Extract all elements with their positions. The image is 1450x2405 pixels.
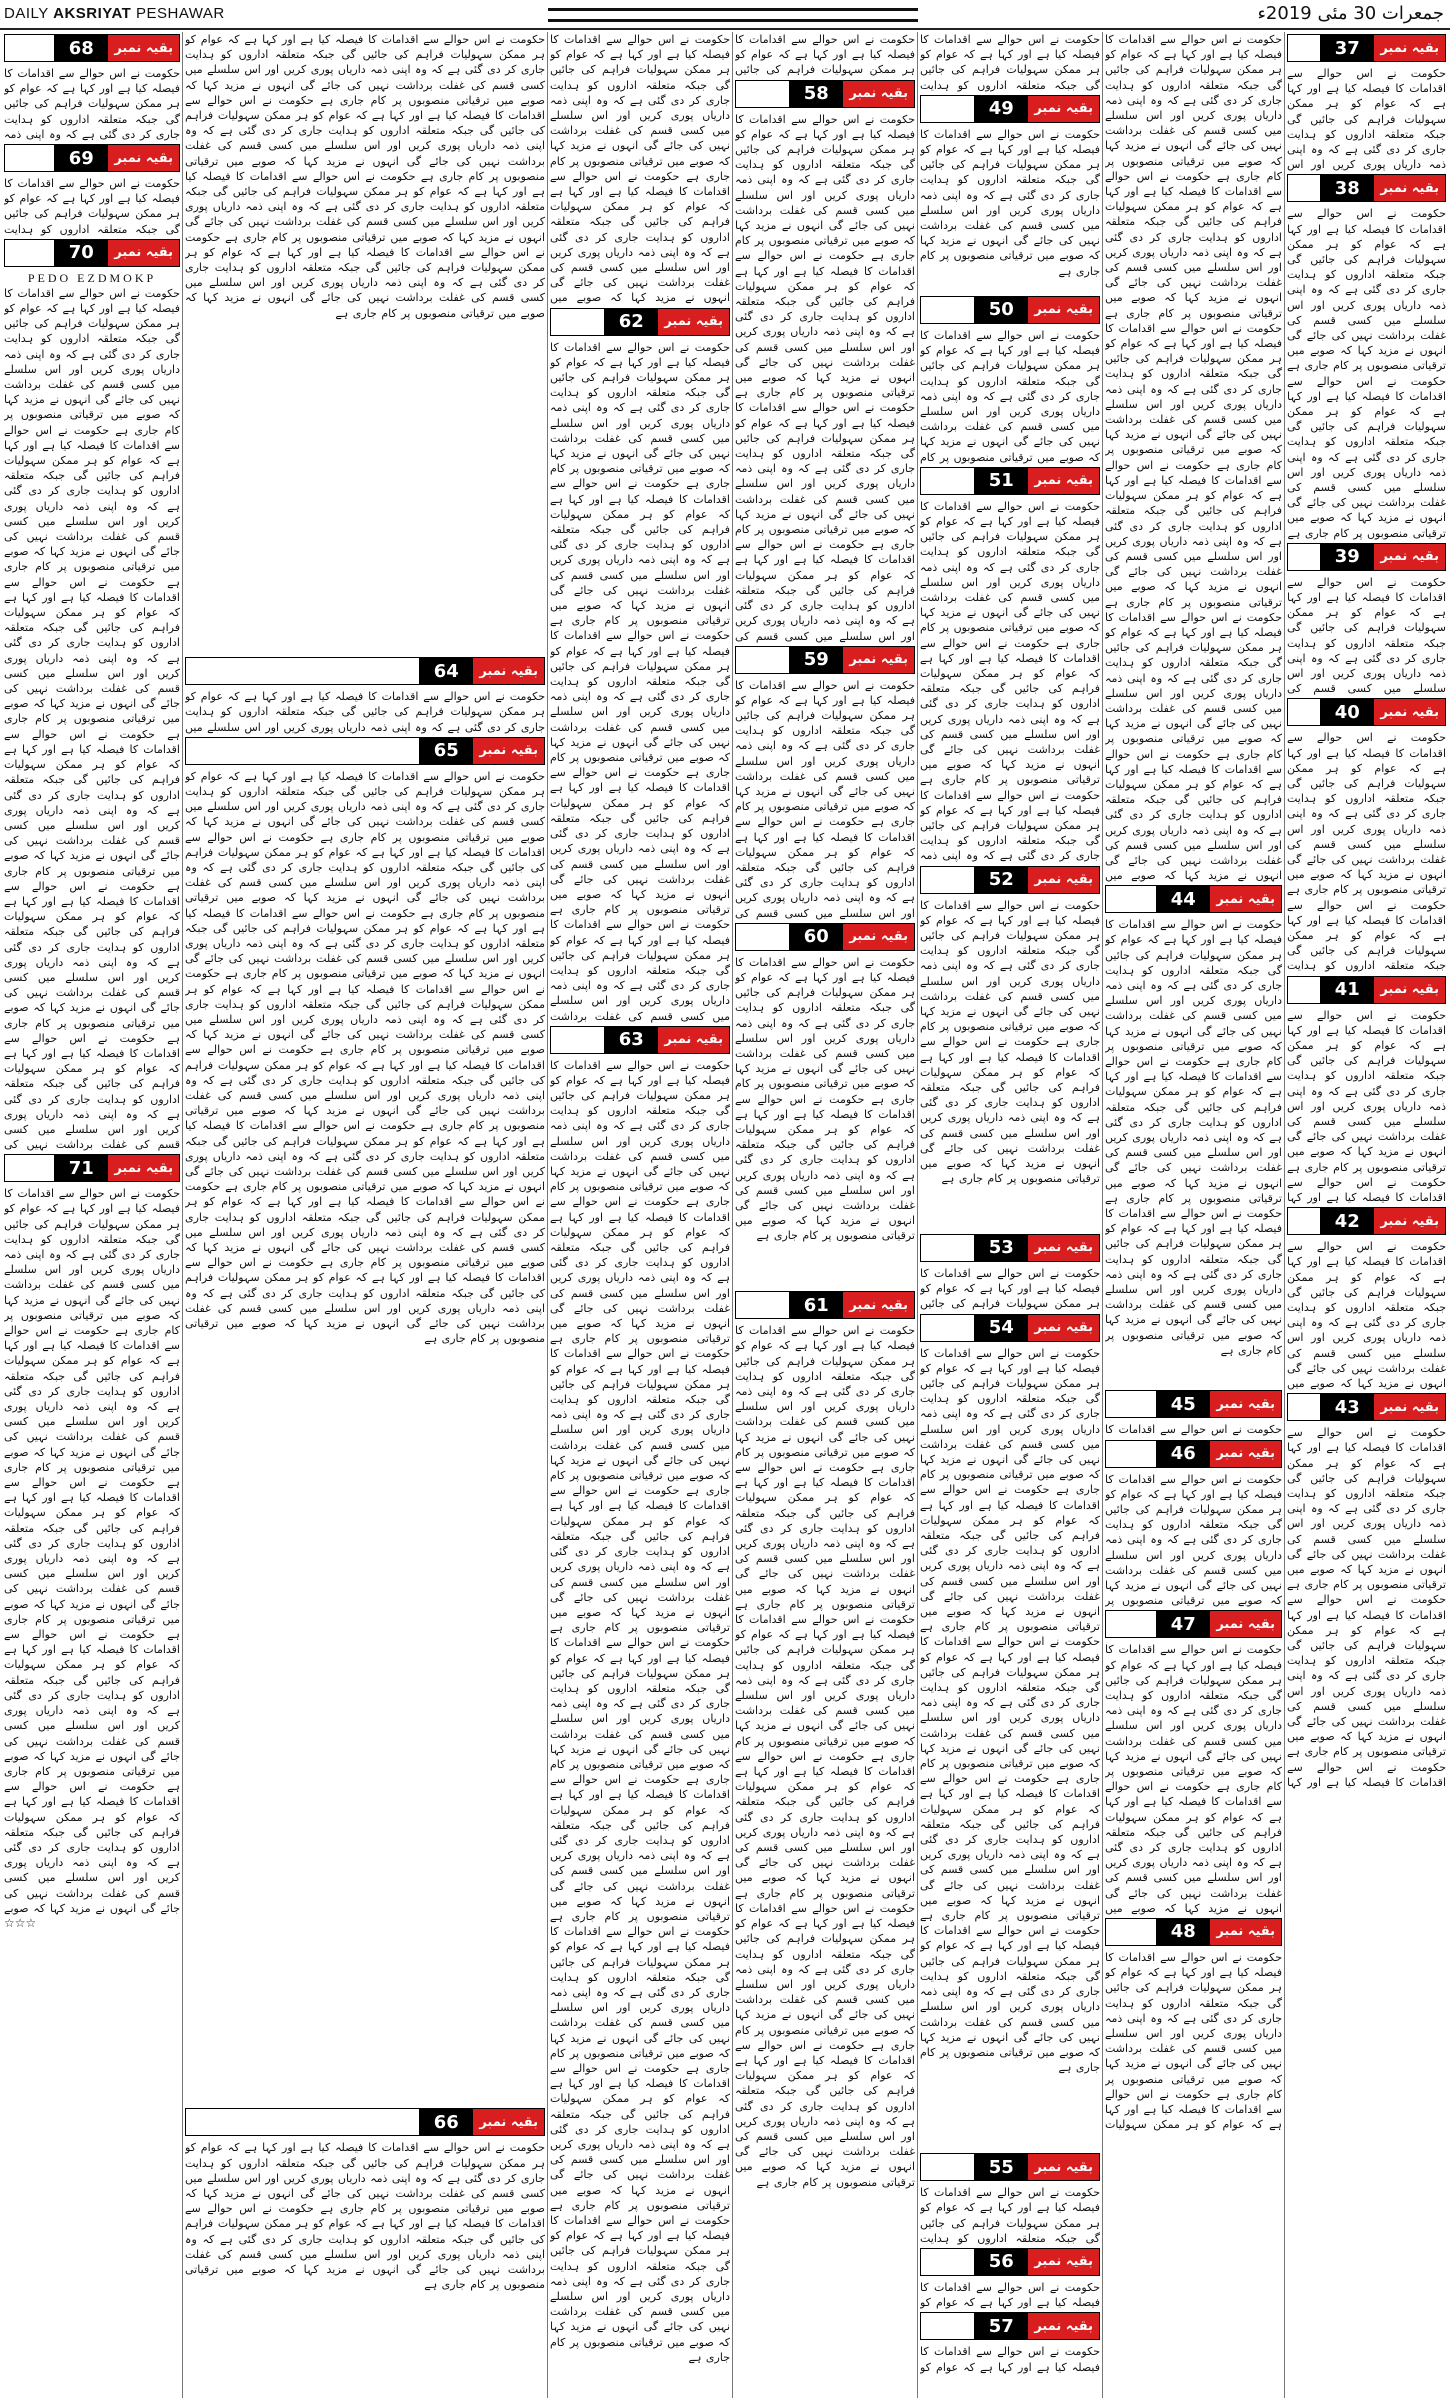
continuation-number: 50 <box>974 297 1028 323</box>
continuation-tag: بقیہ نمبر <box>1374 977 1445 1003</box>
continuation-number: 40 <box>1320 699 1374 725</box>
continuation-number: 60 <box>789 924 843 950</box>
article-text: حکومت نے اس حوالے سے اقدامات کا فیصلہ کیا ہے اور کہا ہے کہ عوام کو ہر ممکن سہولیات فراہم کی جائیں گی جبکہ متعلقہ اداروں کو ہدایت جاری کر دی گئی ہے کہ وہ اپنی ذمہ داریاں پوری کریں اور اس <box>1287 67 1446 172</box>
article-text: حکومت نے اس حوالے سے اقدامات کا فیصلہ کیا ہے اور کہا ہے کہ عوام کو ہر ممکن سہولیات فراہم کی جائیں گی جبکہ متعلقہ اداروں کو ہدایت جاری کر دی گئی ہے کہ وہ اپنی ذمہ داریاں پوری کریں اور اس سلسلے میں کسی قسم کی غفلت برداشت نہیں کی جائے گی انہوں نے مزید کہا کہ صوبے میں ترقیاتی منصوبوں پر <box>1105 1472 1282 1608</box>
continuation-tag: بقیہ نمبر <box>1374 1394 1445 1420</box>
continuation-block-47 <box>1105 1610 1282 1916</box>
continuation-tag: بقیہ نمبر <box>1374 175 1445 201</box>
continuation-text <box>185 32 545 655</box>
article-text: حکومت نے اس حوالے سے اقدامات کا فیصلہ کیا ہے اور کہا ہے کہ عوام کو ہر ممکن سہولیات فراہم کی جائیں گی جبکہ متعلقہ اداروں کو ہدایت جاری کر دی گئی ہے کہ وہ اپنی ذمہ داریاں پوری کریں اور اس سلسلے میں کسی قسم کی غفلت برداشت نہیں کی جائے گی انہوں نے مزید کہا کہ صوبے میں ترقیاتی منصوبوں پر کام جاری ہے <box>920 127 1100 278</box>
continuation-tag: بقیہ نمبر <box>1028 96 1099 122</box>
continuation-block-58 <box>735 80 915 644</box>
continuation-header <box>1105 1918 1282 1946</box>
continuation-header <box>1287 698 1446 726</box>
column-divider <box>1284 32 1285 2398</box>
article-text: حکومت نے اس حوالے سے اقدامات کا فیصلہ کیا ہے اور کہا ہے کہ عوام کو ہر ممکن سہولیات فراہم کی جائیں گی جبکہ متعلقہ اداروں کو ہدایت جاری کر دی گئی ہے کہ وہ اپنی ذمہ داریاں پوری کریں اور اس سلسلے میں کسی قسم کی غفلت برداشت نہیں کی جائے گی انہوں نے مزید کہا کہ صوبے میں ترقیاتی منصوبوں پر کام جاری ہے حکومت نے اس حوالے سے اقدامات کا فیصلہ کیا ہے اور کہا ہے کہ عوام کو ہر ممکن سہولیات فراہم کی جائیں گی جبکہ متعلقہ اداروں کو ہدایت جاری کر دی گئی ہے کہ وہ اپنی ذمہ داریاں پوری کریں اور اس سلسلے میں کسی قسم کی غفلت برداشت نہیں کی جائے گی انہوں نے مزید کہا کہ صوبے میں ترقیاتی منصوبوں پر کام جاری ہے <box>920 898 1100 1186</box>
continuation-number: 59 <box>789 647 843 673</box>
continuation-number: 51 <box>974 468 1028 494</box>
news-column-7 <box>4 32 180 2398</box>
continuation-tag: بقیہ نمبر <box>108 240 179 266</box>
continuation-block-64 <box>185 657 545 735</box>
continuation-header <box>920 1234 1100 1262</box>
continuation-number: 55 <box>974 2154 1028 2180</box>
continuation-number: 63 <box>604 1027 658 1053</box>
continuation-block-69 <box>4 144 180 237</box>
continuation-block-43 <box>1287 1393 1446 1790</box>
continuation-number: 53 <box>974 1235 1028 1261</box>
article-text: حکومت نے اس حوالے سے اقدامات کا فیصلہ کیا ہے اور کہا ہے کہ عوام کو ہر ممکن سہولیات فراہم کی جائیں گی جبکہ متعلقہ اداروں کو ہدایت جاری کر دی گئی ہے کہ وہ اپنی ذمہ داریاں پوری کریں اور اس سلسلے میں کسی قسم کی غفلت برداشت نہیں کی جائے گی انہوں نے مزید کہا کہ صوبے میں ترقیاتی منصوبوں پر کام جاری ہے حکومت نے اس حوالے سے اقدامات کا فیصلہ کیا ہے اور کہا <box>1287 1008 1446 1204</box>
continuation-block-45 <box>1105 1390 1282 1437</box>
continuation-tag: بقیہ نمبر <box>473 2109 544 2135</box>
column-divider <box>732 32 733 2398</box>
continuation-number: 69 <box>54 145 108 171</box>
article-text: حکومت نے اس حوالے سے اقدامات کا فیصلہ کیا ہے اور کہا ہے کہ عوام کو <box>920 2280 1100 2310</box>
article-text: حکومت نے اس حوالے سے اقدامات کا فیصلہ کیا ہے اور کہا ہے کہ عوام کو <box>920 2345 1100 2374</box>
continuation-header <box>735 646 915 674</box>
continuation-tag: بقیہ نمبر <box>658 1027 729 1053</box>
continuation-number: 49 <box>974 96 1028 122</box>
continuation-number: 65 <box>419 738 473 764</box>
continuation-tag: بقیہ نمبر <box>1210 1391 1281 1417</box>
continuation-block-66 <box>185 2108 545 2398</box>
continuation-header <box>1105 1440 1282 1468</box>
continuation-header <box>4 239 180 267</box>
continuation-block-56 <box>920 2248 1100 2310</box>
continuation-number: 39 <box>1320 544 1374 570</box>
masthead-rule <box>548 8 918 22</box>
article-text: حکومت نے اس حوالے سے اقدامات کا <box>1105 1423 1282 1437</box>
continuation-header <box>1105 885 1282 913</box>
continuation-number: 62 <box>604 309 658 335</box>
masthead-daily: DAILY <box>4 5 49 22</box>
continuation-header <box>550 1026 730 1054</box>
continuation-tag: بقیہ نمبر <box>108 145 179 171</box>
continuation-block-41 <box>1287 976 1446 1206</box>
continuation-tag: بقیہ نمبر <box>1210 1441 1281 1467</box>
continuation-tag: بقیہ نمبر <box>843 81 914 107</box>
paper-name <box>4 5 225 22</box>
continuation-block-65 <box>185 737 545 2107</box>
continuation-header <box>4 144 180 172</box>
continuation-tag: بقیہ نمبر <box>1210 886 1281 912</box>
article-text: حکومت نے اس حوالے سے اقدامات کا فیصلہ کیا ہے اور کہا ہے کہ عوام کو ہر ممکن سہولیات فراہم کی جائیں گی جبکہ متعلقہ اداروں کو ہدایت جاری کر دی گئی ہے کہ وہ اپنی ذمہ داریاں پوری کریں اور اس سلسلے میں کسی قسم کی غفلت برداشت نہیں کی جائے گی انہوں نے مزید کہا کہ صوبے میں ترقیاتی منصوبوں پر کام جاری ہے حکومت نے اس حوالے سے اقدامات کا فیصلہ کیا ہے اور کہا ہے کہ عوام کو ہر ممکن سہولیات فراہم کی جائیں گی جبکہ متعلقہ اداروں کو ہدایت جاری کر دی گئی ہے کہ وہ اپنی ذمہ داریاں پوری کریں اور اس سلسلے میں کسی قسم کی غفلت برداشت نہیں کی جائے گی انہوں نے مزید کہا کہ صوبے میں ترقیاتی منصوبوں پر کام جاری ہے حکومت نے اس حوالے سے اقدامات کا فیصلہ کیا ہے اور کہا ہے کہ عوام کو ہر ممکن سہولیات فراہم کی جائیں گی جبکہ متعلقہ اداروں کو ہدایت جاری کر دی گئی ہے کہ وہ اپنی ذمہ داریاں پوری کریں اور اس سلسلے میں کسی قسم کی غفلت برداشت نہیں کی جائے گی انہوں نے مزید کہا کہ صوبے میں ترقیاتی منصوبوں پر کام جاری ہے حکومت نے اس حوالے سے اقدامات کا فیصلہ کیا ہے اور کہا ہے کہ عوام کو ہر ممکن سہولیات فراہم کی جائیں گی جبکہ متعلقہ اداروں کو ہدایت جاری کر دی گئی ہے کہ وہ اپنی ذمہ داریاں پوری کریں اور اس سلسلے میں کسی قسم کی غفلت برداشت نہیں کی جائے گی انہوں نے مزید کہا کہ صوبے میں ترقیاتی منصوبوں پر کام جاری ہے حکومت نے اس حوالے سے اقدامات کا فیصلہ کیا ہے اور کہا ہے کہ عوام کو ہر ممکن سہولیات فراہم کی جائیں گی جبکہ متعلقہ اداروں کو ہدایت جاری کر دی گئی ہے کہ وہ اپنی ذمہ داریاں پوری کریں اور اس سلسلے میں کسی قسم کی غفلت برداشت نہیں کی جائے گی انہوں نے مزید کہا کہ صوبے <box>4 1187 180 1915</box>
continuation-block-38 <box>1287 174 1446 540</box>
article-text: حکومت نے اس حوالے سے اقدامات کا فیصلہ کیا ہے اور کہا ہے کہ عوام کو ہر ممکن سہولیات فراہم کی جائیں گی جبکہ متعلقہ اداروں کو ہدایت جاری کر دی گئی ہے کہ وہ اپنی ذمہ داریاں پوری کریں اور اس سلسلے میں کسی قسم کی غفلت برداشت نہیں کی جائے گی انہوں نے مزید کہا کہ صوبے میں ترقیاتی منصوبوں پر کام <box>920 328 1100 464</box>
continuation-number: 41 <box>1320 977 1374 1003</box>
article-text: حکومت نے اس حوالے سے اقدامات کا فیصلہ کیا ہے اور کہا ہے کہ عوام کو ہر ممکن سہولیات فراہم کی جائیں گی جبکہ متعلقہ اداروں کو ہدایت جاری کر دی گئی ہے کہ وہ اپنی ذمہ داریاں پوری کریں اور اس سلسلے میں کسی قسم کی غفلت برداشت نہیں کی جائے گی انہوں نے مزید کہا کہ صوبے میں ترقیاتی منصوبوں پر کام جاری ہے حکومت نے اس حوالے سے اقدامات کا فیصلہ کیا ہے اور کہا ہے کہ عوام کو ہر ممکن سہولیات فراہم کی جائیں گی جبکہ متعلقہ اداروں کو ہدایت <box>1287 731 1446 973</box>
article-text: حکومت نے اس حوالے سے اقدامات کا فیصلہ کیا ہے اور کہا ہے کہ عوام کو ہر ممکن سہولیات فراہم کی جائیں گی جبکہ متعلقہ اداروں کو ہدایت جاری کر دی گئی ہے کہ وہ اپنی ذمہ داریاں پوری کریں اور اس سلسلے میں کسی قسم کی غفلت برداشت نہیں کی جائے گی انہوں نے مزید کہا کہ صوبے میں ترقیاتی منصوبوں پر کام جاری ہے حکومت نے اس حوالے سے اقدامات کا فیصلہ کیا ہے اور کہا ہے کہ عوام کو ہر ممکن سہولیات فراہم کی جائیں گی جبکہ متعلقہ اداروں کو ہدایت جاری کر دی گئی ہے کہ وہ اپنی ذمہ داریاں پوری کریں اور اس سلسلے میں کسی قسم کی غفلت برداشت نہیں کی جائے گی انہوں نے مزید کہا کہ صوبے میں ترقیاتی منصوبوں پر کام جاری ہے حکومت نے اس حوالے سے اقدامات کا فیصلہ کیا ہے اور کہا ہے کہ عوام کو ہر ممکن سہولیات فراہم کی جائیں گی جبکہ متعلقہ اداروں کو ہدایت جاری کر دی گئی ہے کہ وہ اپنی ذمہ داریاں پوری کریں اور اس سلسلے میں کسی قسم کی غفلت برداشت نہیں کی جائے گی انہوں نے مزید کہا کہ صوبے میں ترقیاتی منصوبوں پر کام جاری ہے حکومت نے اس حوالے سے اقدامات کا فیصلہ کیا ہے اور کہا ہے کہ عوام کو ہر ممکن سہولیات فراہم کی جائیں گی جبکہ متعلقہ اداروں کو ہدایت جاری کر دی گئی ہے کہ وہ اپنی ذمہ داریاں پوری کریں اور اس سلسلے میں کسی قسم کی غفلت برداشت نہیں کی جائے گی انہوں نے مزید کہا کہ صوبے میں ترقیاتی منصوبوں پر کام جاری ہے حکومت نے اس حوالے سے اقدامات کا فیصلہ کیا ہے اور کہا ہے کہ عوام کو ہر ممکن سہولیات فراہم کی جائیں گی جبکہ متعلقہ اداروں کو ہدایت جاری کر دی گئی ہے کہ وہ اپنی ذمہ داریاں پوری کریں اور اس سلسلے میں کسی قسم کی غفلت برداشت نہیں کی جائے گی انہوں نے مزید کہا کہ صوبے میں ترقیاتی منصوبوں پر کام جاری ہے حکومت نے اس حوالے سے اقدامات کا فیصلہ کیا ہے اور کہا ہے کہ عوام کو ہر ممکن سہولیات فراہم کی جائیں گی جبکہ متعلقہ اداروں کو ہدایت جاری کر دی گئی ہے کہ وہ اپنی ذمہ داریاں پوری کریں اور اس سلسلے میں کسی قسم کی غفلت برداشت نہیں کی <box>4 286 180 1152</box>
continuation-header <box>735 1291 915 1319</box>
news-column-1 <box>1287 32 1446 2398</box>
continuation-block-46 <box>1105 1440 1282 1609</box>
continuation-header <box>1287 543 1446 571</box>
continuation-number: 54 <box>974 1315 1028 1341</box>
column-divider <box>182 32 183 2398</box>
continuation-text <box>1105 32 1282 883</box>
continuation-number: 42 <box>1320 1208 1374 1234</box>
continuation-header <box>185 2108 545 2136</box>
continuation-tag: بقیہ نمبر <box>1028 1315 1099 1341</box>
article-text: حکومت نے اس حوالے سے اقدامات کا فیصلہ کیا ہے اور کہا ہے کہ عوام کو ہر ممکن سہولیات فراہم کی جائیں گی جبکہ متعلقہ اداروں کو ہدایت جاری کر دی گئی ہے کہ وہ اپنی ذمہ داریاں پوری کریں اور اس سلسلے میں کسی قسم کی غفلت برداشت نہیں کی جائے گی انہوں نے مزید کہا کہ صوبے میں ترقیاتی منصوبوں پر کام جاری ہے حکومت نے اس حوالے سے اقدامات کا فیصلہ کیا ہے اور کہا ہے کہ عوام کو ہر ممکن سہولیات فراہم کی جائیں گی جبکہ متعلقہ اداروں کو ہدایت جاری کر دی گئی ہے کہ وہ اپنی ذمہ داریاں پوری کریں اور اس سلسلے میں کسی قسم کی غفلت برداشت نہیں کی جائے گی انہوں نے مزید کہا کہ صوبے میں ترقیاتی منصوبوں پر کام جاری ہے حکومت نے اس حوالے سے اقدامات کا فیصلہ کیا ہے اور کہا ہے کہ عوام کو ہر ممکن سہولیات فراہم کی جائیں گی جبکہ متعلقہ اداروں کو ہدایت جاری کر دی گئی ہے کہ وہ اپنی ذمہ داریاں پوری کریں اور اس سلسلے میں کسی قسم کی غفلت برداشت نہیں کی جائے گی انہوں نے مزید کہا کہ صوبے میں ترقیاتی منصوبوں پر کام جاری ہے حکومت نے اس حوالے سے اقدامات کا فیصلہ کیا ہے اور کہا ہے کہ عوام کو ہر ممکن سہولیات فراہم کی جائیں گی جبکہ متعلقہ اداروں کو ہدایت جاری کر دی گئی ہے کہ وہ اپنی ذمہ داریاں پوری کریں اور اس سلسلے میں کسی قسم کی غفلت برداشت نہیں کی جائے گی انہوں نے مزید کہا کہ صوبے میں ترقیاتی منصوبوں پر کام جاری ہے <box>185 33 545 320</box>
continuation-number: 47 <box>1156 1611 1210 1637</box>
continuation-header <box>735 80 915 108</box>
continuation-tag: بقیہ نمبر <box>843 1292 914 1318</box>
continuation-block-55 <box>920 2153 1100 2246</box>
continuation-block-37 <box>1287 34 1446 172</box>
article-text: حکومت نے اس حوالے سے اقدامات کا فیصلہ کیا ہے اور کہا ہے کہ عوام کو ہر ممکن سہولیات فراہم کی جائیں گی جبکہ متعلقہ اداروں کو ہدایت جاری کر دی گئی ہے کہ وہ اپنی ذمہ داریاں پوری کریں اور اس سلسلے میں کسی قسم کی غفلت برداشت نہیں کی جائے گی انہوں نے مزید کہا کہ صوبے میں ترقیاتی منصوبوں پر کام جاری ہے حکومت نے اس حوالے سے اقدامات کا فیصلہ کیا ہے اور کہا ہے کہ عوام کو ہر ممکن سہولیات فراہم کی جائیں گی جبکہ متعلقہ اداروں کو ہدایت جاری کر دی گئی ہے کہ وہ اپنی ذمہ داریاں پوری کریں اور اس سلسلے میں کسی قسم کی غفلت برداشت نہیں کی جائے گی انہوں نے مزید کہا کہ صوبے میں ترقیاتی منصوبوں پر کام جاری ہے حکومت نے اس حوالے سے اقدامات کا فیصلہ کیا ہے اور کہا ہے کہ عوام کو ہر ممکن سہولیات فراہم کی جائیں گی جبکہ متعلقہ اداروں کو ہدایت جاری کر دی گئی ہے کہ وہ اپنی ذمہ داریاں پوری کریں اور اس سلسلے میں کسی قسم کی غفلت برداشت نہیں کی جائے گی انہوں نے مزید کہا کہ صوبے میں ترقیاتی منصوبوں پر کام جاری ہے <box>1105 918 1282 1357</box>
news-column-3 <box>920 32 1100 2398</box>
continuation-block-71 <box>4 1154 180 1916</box>
article-text: حکومت نے اس حوالے سے اقدامات کا فیصلہ کیا ہے اور کہا ہے کہ عوام کو ہر ممکن سہولیات فراہم کی جائیں گی جبکہ متعلقہ اداروں کو ہدایت <box>920 33 1100 92</box>
article-text: حکومت نے اس حوالے سے اقدامات کا فیصلہ کیا ہے اور کہا ہے کہ عوام کو ہر ممکن سہولیات فراہم کی جائیں گی جبکہ متعلقہ اداروں کو ہدایت <box>4 177 180 236</box>
issue-date: جمعرات 30 مئی 2019ء <box>1257 3 1444 24</box>
continuation-tag: بقیہ نمبر <box>108 35 179 61</box>
article-text: حکومت نے اس حوالے سے اقدامات کا فیصلہ کیا ہے اور کہا ہے کہ عوام کو ہر ممکن سہولیات فراہم کی جائیں <box>920 1266 1100 1311</box>
news-column-6 <box>185 32 545 2398</box>
continuation-block-51 <box>920 467 1100 864</box>
continuation-number: 66 <box>419 2109 473 2135</box>
continuation-tag: بقیہ نمبر <box>843 647 914 673</box>
article-text: حکومت نے اس حوالے سے اقدامات کا فیصلہ کیا ہے اور کہا ہے کہ عوام کو ہر ممکن سہولیات فراہم کی جائیں گی جبکہ متعلقہ اداروں کو ہدایت جاری کر دی گئی ہے کہ وہ اپنی ذمہ داریاں پوری کریں اور اس سلسلے میں کسی قسم کی غفلت برداشت نہیں کی جائے گی انہوں نے مزید کہا کہ صوبے میں ترقیاتی منصوبوں پر کام جاری ہے حکومت نے اس حوالے سے اقدامات کا فیصلہ کیا ہے اور کہا ہے کہ عوام کو ہر ممکن سہولیات فراہم کی جائیں گی جبکہ متعلقہ اداروں کو ہدایت جاری کر دی گئی ہے کہ وہ اپنی ذمہ داریاں پوری کریں اور اس سلسلے میں کسی قسم کی غفلت برداشت نہیں کی جائے گی انہوں نے مزید کہا کہ صوبے میں ترقیاتی منصوبوں پر کام جاری ہے <box>185 2141 545 2292</box>
continuation-text <box>735 32 915 78</box>
end-stars: ☆☆☆ <box>4 1915 37 1930</box>
continuation-block-59 <box>735 646 915 921</box>
continuation-number: 58 <box>789 81 843 107</box>
continuation-block-61 <box>735 1291 915 2265</box>
article-text: حکومت نے اس حوالے سے اقدامات کا فیصلہ کیا ہے اور کہا ہے کہ عوام کو ہر ممکن سہولیات فراہم کی جائیں گی جبکہ متعلقہ اداروں کو ہدایت جاری کر دی گئی ہے کہ وہ اپنی ذمہ داریاں پوری کریں اور اس سلسلے میں کسی قسم کی غفلت برداشت نہیں کی جائے گی انہوں نے مزید کہا کہ صوبے میں ترقیاتی منصوبوں پر کام جاری ہے حکومت نے اس حوالے سے اقدامات کا فیصلہ کیا ہے اور کہا ہے کہ عوام کو ہر ممکن سہولیات فراہم کی جائیں گی جبکہ متعلقہ اداروں کو ہدایت جاری کر دی گئی ہے کہ وہ اپنی ذمہ داریاں پوری کریں اور اس سلسلے میں کسی قسم کی غفلت برداشت نہیں کی جائے گی انہوں نے مزید کہا کہ صوبے میں ترقیاتی منصوبوں پر کام جاری ہے حکومت نے اس حوالے سے اقدامات کا فیصلہ کیا ہے اور کہا ہے کہ عوام کو ہر ممکن سہولیات فراہم کی جائیں گی جبکہ متعلقہ اداروں کو ہدایت جاری کر دی گئی ہے کہ وہ اپنی ذمہ داریاں پوری کریں اور اس سلسلے میں کسی قسم کی غفلت برداشت نہیں کی جائے گی انہوں نے مزید کہا کہ صوبے میں ترقیاتی منصوبوں پر کام جاری ہے حکومت نے اس حوالے سے اقدامات کا فیصلہ کیا ہے اور کہا ہے کہ عوام کو ہر ممکن سہولیات فراہم کی جائیں گی جبکہ متعلقہ اداروں کو ہدایت جاری کر دی گئی ہے کہ وہ اپنی ذمہ داریاں پوری کریں اور اس سلسلے میں کسی قسم کی غفلت برداشت نہیں کی جائے گی انہوں نے مزید کہا کہ صوبے میں ترقیاتی منصوبوں پر کام جاری ہے حکومت نے اس حوالے سے اقدامات کا فیصلہ کیا ہے اور کہا ہے کہ عوام کو ہر ممکن سہولیات فراہم کی جائیں گی جبکہ متعلقہ اداروں کو ہدایت جاری کر دی گئی ہے کہ وہ اپنی ذمہ داریاں پوری کریں اور اس سلسلے میں کسی قسم کی غفلت برداشت <box>550 340 730 1023</box>
continuation-header <box>185 657 545 685</box>
continuation-block-68 <box>4 34 180 142</box>
article-text: حکومت نے اس حوالے سے اقدامات کا فیصلہ کیا ہے اور کہا ہے کہ عوام کو ہر ممکن سہولیات فراہم کی جائیں گی جبکہ متعلقہ اداروں کو ہدایت جاری کر دی گئی ہے کہ وہ اپنی ذمہ داریاں پوری کریں اور اس سلسلے میں کسی قسم کی غفلت برداشت نہیں کی جائے گی انہوں نے مزید کہا کہ صوبے میں ترقیاتی منصوبوں پر کام جاری ہے حکومت نے اس حوالے سے اقدامات کا فیصلہ کیا ہے اور کہا ہے کہ عوام کو ہر ممکن سہولیات فراہم کی جائیں گی جبکہ متعلقہ اداروں کو ہدایت جاری کر دی گئی ہے کہ وہ اپنی ذمہ داریاں پوری کریں اور اس سلسلے میں کسی قسم کی غفلت برداشت نہیں کی جائے گی انہوں نے مزید کہا کہ صوبے میں ترقیاتی منصوبوں پر کام جاری ہے حکومت نے اس حوالے سے اقدامات کا فیصلہ کیا ہے اور کہا ہے کہ عوام کو ہر ممکن سہولیات فراہم کی جائیں گی جبکہ متعلقہ اداروں کو ہدایت جاری کر دی گئی ہے کہ وہ اپنی ذمہ داریاں پوری کریں اور اس سلسلے میں کسی قسم کی غفلت برداشت نہیں کی جائے گی انہوں نے مزید کہا کہ صوبے میں ترقیاتی منصوبوں پر کام جاری ہے حکومت نے اس حوالے سے اقدامات کا فیصلہ کیا ہے اور کہا ہے کہ عوام کو ہر ممکن سہولیات فراہم کی جائیں گی جبکہ متعلقہ اداروں کو ہدایت جاری کر دی گئی ہے کہ وہ اپنی ذمہ داریاں پوری کریں اور اس سلسلے میں کسی قسم کی غفلت برداشت نہیں کی جائے گی انہوں نے مزید کہا کہ صوبے میں ترقیاتی منصوبوں پر کام جاری ہے حکومت نے اس حوالے سے اقدامات کا فیصلہ کیا ہے اور کہا ہے کہ عوام کو ہر ممکن سہولیات فراہم کی جائیں گی جبکہ متعلقہ اداروں کو ہدایت جاری کر دی گئی ہے کہ وہ اپنی ذمہ داریاں پوری کریں اور اس سلسلے میں کسی قسم کی غفلت برداشت نہیں کی جائے گی انہوں نے مزید کہا کہ صوبے میں ترقیاتی منصوبوں پر کام جاری ہے حکومت نے اس حوالے سے اقدامات کا فیصلہ کیا ہے اور کہا ہے کہ عوام کو ہر ممکن سہولیات فراہم کی جائیں گی جبکہ متعلقہ اداروں کو ہدایت جاری کر دی گئی ہے کہ وہ اپنی ذمہ داریاں پوری کریں اور اس سلسلے میں کسی قسم کی غفلت برداشت نہیں کی جائے گی انہوں نے مزید کہا کہ صوبے میں ترقیاتی منصوبوں پر کام جاری ہے <box>735 1324 915 2189</box>
continuation-header <box>1287 34 1446 62</box>
news-column-2 <box>1105 32 1282 2398</box>
continuation-block-50 <box>920 296 1100 465</box>
continuation-tag: بقیہ نمبر <box>1028 2154 1099 2180</box>
masthead <box>0 0 1450 30</box>
continuation-tag: بقیہ نمبر <box>1028 468 1099 494</box>
continuation-tag: بقیہ نمبر <box>1028 297 1099 323</box>
continuation-header <box>920 2312 1100 2340</box>
article-text: حکومت نے اس حوالے سے اقدامات کا فیصلہ کیا ہے اور کہا ہے کہ عوام کو ہر ممکن سہولیات فراہم کی جائیں گی جبکہ متعلقہ اداروں کو ہدایت جاری کر دی گئی ہے کہ وہ اپنی ذمہ داریاں پوری کریں اور اس سلسلے میں کسی قسم کی غفلت برداشت نہیں کی جائے گی انہوں نے مزید کہا کہ صوبے میں ترقیاتی منصوبوں پر کام جاری ہے حکومت نے اس حوالے سے اقدامات کا فیصلہ کیا ہے اور کہا ہے کہ عوام کو ہر ممکن سہولیات فراہم کی جائیں گی جبکہ متعلقہ اداروں کو ہدایت جاری کر دی گئی ہے کہ وہ اپنی ذمہ داریاں پوری کریں اور اس سلسلے میں کسی قسم کی غفلت برداشت نہیں کی جائے گی انہوں نے مزید کہا کہ صوبے میں ترقیاتی منصوبوں پر کام جاری ہے حکومت نے اس حوالے سے اقدامات کا فیصلہ کیا ہے اور کہا ہے کہ عوام کو ہر ممکن سہولیات فراہم کی جائیں گی جبکہ متعلقہ اداروں کو ہدایت جاری کر دی گئی ہے کہ وہ اپنی ذمہ <box>920 499 1100 863</box>
continuation-header <box>920 467 1100 495</box>
continuation-block-54 <box>920 1314 1100 2152</box>
continuation-tag: بقیہ نمبر <box>1374 35 1445 61</box>
continuation-tag: بقیہ نمبر <box>843 924 914 950</box>
continuation-block-62 <box>550 308 730 1024</box>
continuation-header <box>920 2248 1100 2276</box>
article-text: حکومت نے اس حوالے سے اقدامات کا فیصلہ کیا ہے اور کہا ہے کہ عوام کو ہر ممکن سہولیات فراہم کی جائیں گی جبکہ متعلقہ اداروں کو ہدایت جاری کر دی گئی ہے کہ وہ اپنی ذمہ داریاں پوری کریں اور اس سلسلے میں کسی قسم کی غفلت برداشت نہیں کی جائے گی انہوں نے مزید کہا کہ صوبے میں <box>1287 1240 1446 1390</box>
continuation-text <box>920 32 1100 93</box>
continuation-header <box>185 737 545 765</box>
continuation-number: 56 <box>974 2249 1028 2275</box>
continuation-tag: بقیہ نمبر <box>108 1155 179 1181</box>
continuation-number: 46 <box>1156 1441 1210 1467</box>
article-text: حکومت نے اس حوالے سے اقدامات کا فیصلہ کیا ہے اور کہا ہے کہ عوام کو ہر ممکن سہولیات فراہم کی جائیں گی جبکہ متعلقہ اداروں کو ہدایت جاری کر دی گئی ہے کہ وہ اپنی ذمہ داریاں پوری کریں اور اس سلسلے میں کسی قسم کی غفلت برداشت نہیں کی جائے گی انہوں نے مزید کہا کہ صوبے میں ترقیاتی منصوبوں پر کام جاری ہے حکومت نے اس حوالے سے اقدامات کا فیصلہ کیا ہے اور کہا ہے کہ عوام کو ہر ممکن سہولیات فراہم کی جائیں گی جبکہ متعلقہ اداروں کو ہدایت جاری کر دی گئی ہے کہ وہ اپنی ذمہ داریاں پوری کریں اور اس سلسلے میں کسی قسم کی غفلت برداشت نہیں کی جائے گی انہوں نے مزید کہا کہ صوبے میں ترقیاتی منصوبوں پر کام جاری ہے حکومت نے اس حوالے سے اقدامات کا فیصلہ کیا ہے اور کہا ہے کہ عوام کو ہر ممکن سہولیات فراہم کی جائیں گی جبکہ متعلقہ اداروں کو ہدایت جاری کر دی گئی ہے کہ وہ اپنی ذمہ داریاں پوری کریں اور اس سلسلے میں کسی قسم کی غفلت برداشت نہیں کی جائے گی انہوں نے مزید کہا کہ صوبے میں ترقیاتی منصوبوں پر کام جاری ہے حکومت نے اس حوالے سے اقدامات کا فیصلہ کیا ہے اور کہا ہے کہ عوام کو ہر ممکن سہولیات فراہم کی جائیں گی جبکہ متعلقہ اداروں کو ہدایت جاری کر دی گئی ہے کہ وہ اپنی ذمہ داریاں پوری کریں اور اس سلسلے میں کسی قسم کی غفلت برداشت نہیں کی جائے گی انہوں نے مزید کہا کہ صوبے میں ترقیاتی منصوبوں پر کام جاری ہے حکومت نے اس حوالے سے اقدامات کا فیصلہ کیا ہے اور کہا ہے کہ عوام کو ہر ممکن سہولیات فراہم کی جائیں گی جبکہ متعلقہ اداروں کو ہدایت جاری کر دی گئی ہے کہ وہ اپنی ذمہ داریاں پوری کریں اور اس سلسلے میں کسی قسم کی غفلت برداشت نہیں کی جائے گی انہوں نے مزید کہا کہ صوبے میں ترقیاتی منصوبوں پر کام جاری ہے حکومت نے اس حوالے سے اقدامات کا فیصلہ کیا ہے اور کہا ہے کہ عوام کو ہر ممکن سہولیات فراہم کی جائیں گی جبکہ متعلقہ اداروں کو ہدایت جاری کر دی گئی ہے کہ وہ اپنی ذمہ داریاں پوری کریں اور اس سلسلے میں کسی قسم کی غفلت برداشت نہیں کی جائے گی انہوں نے مزید کہا کہ صوبے میں <box>1105 33 1282 883</box>
continuation-header <box>1105 1610 1282 1638</box>
continuation-number: 45 <box>1156 1391 1210 1417</box>
continuation-header <box>920 2153 1100 2181</box>
masthead-city: PESHAWAR <box>136 5 225 22</box>
article-text: حکومت نے اس حوالے سے اقدامات کا فیصلہ کیا ہے اور کہا ہے کہ عوام کو ہر ممکن سہولیات فراہم کی جائیں گی جبکہ متعلقہ اداروں کو ہدایت جاری کر دی گئی ہے کہ وہ اپنی ذمہ داریاں پوری کریں اور اس سلسلے میں کسی قسم کی غفلت برداشت نہیں کی جائے گی انہوں نے مزید کہا کہ صوبے میں ترقیاتی منصوبوں پر کام جاری ہے حکومت نے اس حوالے سے اقدامات کا فیصلہ کیا ہے اور کہا ہے کہ عوام کو ہر ممکن سہولیات فراہم کی جائیں گی جبکہ متعلقہ اداروں کو ہدایت جاری کر دی گئی ہے کہ وہ اپنی ذمہ داریاں پوری کریں اور اس سلسلے میں کسی قسم کی غفلت برداشت نہیں کی جائے گی انہوں نے مزید کہا کہ صوبے میں ترقیاتی منصوبوں پر کام جاری ہے حکومت نے اس حوالے سے اقدامات کا فیصلہ کیا ہے اور کہا ہے کہ عوام کو ہر ممکن سہولیات فراہم کی جائیں گی جبکہ متعلقہ اداروں کو ہدایت جاری کر دی گئی ہے کہ وہ اپنی ذمہ داریاں پوری کریں اور اس سلسلے میں کسی قسم کی غفلت برداشت نہیں کی جائے گی انہوں نے مزید کہا کہ صوبے میں ترقیاتی منصوبوں پر کام جاری ہے حکومت نے اس حوالے سے اقدامات کا فیصلہ کیا ہے اور کہا ہے کہ عوام کو ہر ممکن سہولیات فراہم کی جائیں گی جبکہ متعلقہ اداروں کو ہدایت جاری کر دی گئی ہے کہ وہ اپنی ذمہ داریاں پوری کریں اور اس سلسلے میں کسی قسم کی غفلت برداشت نہیں کی جائے گی انہوں نے مزید کہا کہ صوبے میں ترقیاتی منصوبوں پر کام جاری ہے حکومت نے اس حوالے سے اقدامات کا فیصلہ کیا ہے اور کہا ہے کہ عوام کو ہر ممکن سہولیات فراہم کی جائیں گی جبکہ متعلقہ اداروں کو ہدایت جاری کر دی گئی ہے کہ وہ اپنی ذمہ داریاں پوری کریں اور اس سلسلے میں کسی قسم کی غفلت برداشت نہیں کی جائے گی انہوں نے مزید کہا کہ صوبے میں ترقیاتی منصوبوں پر کام جاری ہے <box>920 1346 1100 2075</box>
continuation-number: 44 <box>1156 886 1210 912</box>
continuation-block-53 <box>920 1234 1100 1312</box>
article-text: حکومت نے اس حوالے سے اقدامات کا فیصلہ کیا ہے اور کہا ہے کہ عوام کو ہر ممکن سہولیات فراہم کی جائیں <box>735 33 915 77</box>
continuation-block-48 <box>1105 1918 1282 2132</box>
continuation-header <box>920 866 1100 894</box>
continuation-block-52 <box>920 866 1100 1232</box>
continuation-number: 64 <box>419 658 473 684</box>
article-text: حکومت نے اس حوالے سے اقدامات کا فیصلہ کیا ہے اور کہا ہے کہ عوام کو ہر ممکن سہولیات فراہم کی جائیں گی جبکہ متعلقہ اداروں کو ہدایت جاری کر دی گئی ہے کہ وہ اپنی ذمہ داریاں پوری کریں اور اس سلسلے میں کسی قسم کی غفلت برداشت نہیں کی جائے گی انہوں نے مزید کہا کہ صوبے میں ترقیاتی منصوبوں پر کام جاری ہے حکومت نے اس حوالے سے اقدامات کا فیصلہ کیا ہے اور کہا ہے کہ عوام کو ہر ممکن سہولیات <box>1105 1950 1282 2132</box>
article-text: حکومت نے اس حوالے سے اقدامات کا فیصلہ کیا ہے اور کہا ہے کہ عوام کو ہر ممکن سہولیات فراہم کی جائیں گی جبکہ متعلقہ اداروں کو ہدایت جاری کر دی گئی ہے کہ وہ اپنی ذمہ داریاں پوری کریں اور اس سلسلے میں کسی قسم کی غفلت برداشت نہیں کی جائے گی انہوں نے مزید کہا کہ صوبے میں ترقیاتی منصوبوں پر کام جاری ہے حکومت نے اس حوالے سے اقدامات کا فیصلہ کیا ہے اور کہا ہے کہ عوام کو ہر ممکن سہولیات فراہم کی جائیں گی جبکہ متعلقہ اداروں کو ہدایت جاری کر دی گئی ہے کہ وہ اپنی ذمہ داریاں پوری کریں اور اس سلسلے میں کسی قسم کی غفلت برداشت نہیں کی جائے گی انہوں نے مزید کہا کہ صوبے میں <box>1105 1643 1282 1915</box>
continuation-header <box>1287 1207 1446 1235</box>
continuation-block-40 <box>1287 698 1446 973</box>
news-column-4 <box>735 32 915 2398</box>
continuation-number: 61 <box>789 1292 843 1318</box>
continuation-number: 70 <box>54 240 108 266</box>
news-column-5 <box>550 32 730 2398</box>
column-divider <box>547 32 548 2398</box>
continuation-block-60 <box>735 923 915 1289</box>
article-text: حکومت نے اس حوالے سے اقدامات کا فیصلہ کیا ہے اور کہا ہے کہ عوام کو ہر ممکن سہولیات فراہم کی جائیں گی جبکہ متعلقہ اداروں کو ہدایت <box>920 2186 1100 2245</box>
article-text: حکومت نے اس حوالے سے اقدامات کا فیصلہ کیا ہے اور کہا ہے کہ عوام کو ہر ممکن سہولیات فراہم کی جائیں گی جبکہ متعلقہ اداروں کو ہدایت جاری کر دی گئی ہے کہ وہ اپنی ذمہ داریاں پوری کریں اور اس سلسلے میں <box>185 690 545 734</box>
article-text: حکومت نے اس حوالے سے اقدامات کا فیصلہ کیا ہے اور کہا ہے کہ عوام کو ہر ممکن سہولیات فراہم کی جائیں گی جبکہ متعلقہ اداروں کو ہدایت جاری کر دی گئی ہے کہ وہ اپنی ذمہ داریاں پوری کریں اور اس سلسلے میں کسی قسم کی غفلت برداشت نہیں کی جائے گی انہوں نے مزید کہا کہ صوبے میں ترقیاتی منصوبوں پر کام جاری ہے حکومت نے اس حوالے سے اقدامات کا فیصلہ کیا ہے اور کہا ہے کہ عوام کو ہر ممکن سہولیات فراہم کی جائیں گی جبکہ متعلقہ اداروں کو ہدایت جاری کر دی گئی ہے کہ وہ اپنی ذمہ داریاں پوری کریں اور اس سلسلے میں کسی قسم کی غفلت برداشت نہیں کی جائے گی انہوں نے مزید کہا کہ صوبے میں ترقیاتی منصوبوں پر کام جاری ہے <box>735 955 915 1243</box>
continuation-block-57 <box>920 2312 1100 2374</box>
continuation-tag: بقیہ نمبر <box>1028 2249 1099 2275</box>
column-divider <box>917 32 918 2398</box>
continuation-tag: بقیہ نمبر <box>1374 699 1445 725</box>
continuation-tag: بقیہ نمبر <box>1210 1919 1281 1945</box>
article-text: حکومت نے اس حوالے سے اقدامات کا فیصلہ کیا ہے اور کہا ہے کہ عوام کو ہر ممکن سہولیات فراہم کی جائیں گی جبکہ متعلقہ اداروں کو ہدایت جاری کر دی گئی ہے کہ وہ اپنی ذمہ <box>4 67 180 141</box>
continuation-block-70 <box>4 239 180 1152</box>
continuation-number: 71 <box>54 1155 108 1181</box>
continuation-tag: بقیہ نمبر <box>1028 1235 1099 1261</box>
article-text: حکومت نے اس حوالے سے اقدامات کا فیصلہ کیا ہے اور کہا ہے کہ عوام کو ہر ممکن سہولیات فراہم کی جائیں گی جبکہ متعلقہ اداروں کو ہدایت جاری کر دی گئی ہے کہ وہ اپنی ذمہ داریاں پوری کریں اور اس سلسلے میں کسی قسم کی غفلت برداشت نہیں کی جائے گی انہوں نے مزید کہا کہ صوبے میں ترقیاتی منصوبوں پر کام جاری ہے حکومت نے اس حوالے سے اقدامات کا فیصلہ کیا ہے اور کہا ہے کہ عوام کو ہر ممکن سہولیات فراہم کی جائیں گی جبکہ متعلقہ اداروں کو ہدایت جاری کر دی گئی ہے کہ وہ اپنی ذمہ داریاں پوری کریں اور اس سلسلے میں کسی قسم کی غفلت برداشت نہیں کی جائے گی انہوں نے مزید کہا کہ صوبے میں ترقیاتی منصوبوں پر کام جاری ہے حکومت نے اس حوالے سے اقدامات کا فیصلہ کیا ہے اور کہا <box>1287 1426 1446 1789</box>
continuation-header <box>4 1154 180 1182</box>
continuation-number: 48 <box>1156 1919 1210 1945</box>
article-text: حکومت نے اس حوالے سے اقدامات کا فیصلہ کیا ہے اور کہا ہے کہ عوام کو ہر ممکن سہولیات فراہم کی جائیں گی جبکہ متعلقہ اداروں کو ہدایت جاری کر دی گئی ہے کہ وہ اپنی ذمہ داریاں پوری کریں اور اس سلسلے میں کسی قسم کی غفلت برداشت نہیں کی جائے گی انہوں نے مزید کہا کہ صوبے میں ترقیاتی منصوبوں پر کام جاری ہے حکومت نے اس حوالے سے اقدامات کا فیصلہ کیا ہے اور کہا ہے کہ عوام کو ہر ممکن سہولیات فراہم کی جائیں گی جبکہ متعلقہ اداروں کو ہدایت جاری کر دی گئی ہے کہ وہ اپنی ذمہ داریاں پوری کریں اور اس سلسلے میں کسی قسم کی غفلت برداشت نہیں کی جائے گی انہوں نے مزید کہا کہ صوبے میں ترقیاتی منصوبوں پر کام جاری ہے <box>1287 207 1446 540</box>
continuation-text <box>550 32 730 306</box>
column-divider <box>1102 32 1103 2398</box>
continuation-header <box>920 1314 1100 1342</box>
continuation-header <box>1287 976 1446 1004</box>
continuation-header <box>920 95 1100 123</box>
continuation-header <box>4 34 180 62</box>
continuation-header <box>920 296 1100 324</box>
continuation-tag: بقیہ نمبر <box>1028 867 1099 893</box>
continuation-tag: بقیہ نمبر <box>1374 544 1445 570</box>
continuation-number: 57 <box>974 2313 1028 2339</box>
continuation-number: 43 <box>1320 1394 1374 1420</box>
latin-codes: PEDO EZDMOKP <box>27 270 157 285</box>
continuation-block-44 <box>1105 885 1282 1388</box>
continuation-header <box>1105 1390 1282 1418</box>
continuation-number: 68 <box>54 35 108 61</box>
continuation-tag: بقیہ نمبر <box>1028 2313 1099 2339</box>
article-text: حکومت نے اس حوالے سے اقدامات کا فیصلہ کیا ہے اور کہا ہے کہ عوام کو ہر ممکن سہولیات فراہم کی جائیں گی جبکہ متعلقہ اداروں کو ہدایت جاری کر دی گئی ہے کہ وہ اپنی ذمہ داریاں پوری کریں اور اس سلسلے میں کسی قسم کی غفلت برداشت نہیں کی جائے گی انہوں نے مزید کہا کہ صوبے میں ترقیاتی منصوبوں پر کام جاری ہے حکومت نے اس حوالے سے اقدامات کا فیصلہ کیا ہے اور کہا ہے کہ عوام کو ہر ممکن سہولیات فراہم کی جائیں گی جبکہ متعلقہ اداروں کو ہدایت جاری کر دی گئی ہے کہ وہ اپنی ذمہ داریاں پوری کریں اور اس سلسلے میں کسی قسم کی غفلت برداشت نہیں کی جائے گی انہوں نے مزید کہا کہ صوبے میں ترقیاتی منصوبوں پر کام جاری ہے حکومت نے اس حوالے سے اقدامات کا فیصلہ کیا ہے اور کہا ہے کہ عوام کو ہر ممکن سہولیات فراہم کی جائیں گی جبکہ متعلقہ اداروں کو ہدایت جاری کر دی گئی ہے کہ وہ اپنی ذمہ داریاں پوری کریں اور اس سلسلے میں کسی قسم کی غفلت برداشت نہیں کی جائے گی انہوں نے مزید کہا کہ صوبے میں ترقیاتی منصوبوں پر کام جاری ہے حکومت نے اس حوالے سے اقدامات کا فیصلہ کیا ہے اور کہا ہے کہ عوام کو ہر ممکن سہولیات فراہم کی جائیں گی جبکہ متعلقہ اداروں کو ہدایت جاری کر دی گئی ہے کہ وہ اپنی ذمہ داریاں پوری کریں اور اس سلسلے میں کسی قسم کی غفلت برداشت نہیں کی جائے گی انہوں نے مزید کہا کہ صوبے میں ترقیاتی منصوبوں پر کام جاری ہے حکومت نے اس حوالے سے اقدامات کا فیصلہ کیا ہے اور کہا ہے کہ عوام کو ہر ممکن سہولیات فراہم کی جائیں گی جبکہ متعلقہ اداروں کو ہدایت جاری کر دی گئی ہے کہ وہ اپنی ذمہ داریاں پوری کریں اور اس سلسلے میں کسی قسم کی غفلت برداشت نہیں کی جائے گی انہوں نے مزید کہا کہ صوبے میں ترقیاتی منصوبوں پر کام جاری ہے حکومت نے اس حوالے سے اقدامات کا فیصلہ کیا ہے اور کہا ہے کہ عوام کو ہر ممکن سہولیات فراہم کی جائیں گی جبکہ متعلقہ اداروں کو ہدایت جاری کر دی گئی ہے کہ وہ اپنی ذمہ داریاں پوری کریں اور اس سلسلے میں کسی قسم کی غفلت برداشت نہیں کی جائے گی انہوں نے مزید کہا کہ صوبے میں ترقیاتی منصوبوں پر کام جاری ہے حکومت نے اس حوالے سے اقدامات کا فیصلہ کیا ہے اور کہا ہے کہ عوام کو ہر ممکن سہولیات فراہم کی جائیں گی جبکہ متعلقہ اداروں کو ہدایت جاری کر دی گئی ہے کہ وہ اپنی ذمہ داریاں پوری کریں اور اس سلسلے میں کسی قسم کی غفلت برداشت نہیں کی جائے گی انہوں نے مزید کہا کہ صوبے میں ترقیاتی منصوبوں پر کام جاری ہے حکومت نے اس حوالے سے اقدامات کا فیصلہ کیا ہے اور کہا ہے کہ عوام کو ہر ممکن سہولیات فراہم کی جائیں گی جبکہ متعلقہ اداروں کو ہدایت جاری کر دی گئی ہے کہ وہ اپنی ذمہ داریاں پوری کریں اور اس سلسلے میں کسی قسم کی غفلت برداشت نہیں کی جائے گی انہوں نے مزید کہا کہ صوبے میں ترقیاتی منصوبوں پر کام جاری ہے حکومت نے اس حوالے سے اقدامات کا فیصلہ کیا ہے اور کہا ہے کہ عوام کو ہر ممکن سہولیات فراہم کی جائیں گی جبکہ متعلقہ اداروں کو ہدایت جاری کر دی گئی ہے کہ وہ اپنی ذمہ داریاں پوری کریں اور اس سلسلے میں کسی قسم کی غفلت برداشت نہیں کی جائے گی انہوں نے مزید کہا کہ صوبے میں ترقیاتی منصوبوں پر کام جاری ہے <box>550 1058 730 2364</box>
article-text: حکومت نے اس حوالے سے اقدامات کا فیصلہ کیا ہے اور کہا ہے کہ عوام کو ہر ممکن سہولیات فراہم کی جائیں گی جبکہ متعلقہ اداروں کو ہدایت جاری کر دی گئی ہے کہ وہ اپنی ذمہ داریاں پوری کریں اور اس سلسلے میں کسی قسم کی غفلت برداشت نہیں کی جائے گی انہوں نے مزید کہا کہ صوبے میں ترقیاتی منصوبوں پر کام جاری ہے حکومت نے اس حوالے سے اقدامات کا فیصلہ کیا ہے اور کہا ہے کہ عوام کو ہر ممکن سہولیات فراہم کی جائیں گی جبکہ متعلقہ اداروں کو ہدایت جاری کر دی گئی ہے کہ وہ اپنی ذمہ داریاں پوری کریں اور اس سلسلے میں کسی قسم کی غفلت برداشت نہیں کی جائے گی انہوں نے مزید کہا کہ صوبے میں ترقیاتی منصوبوں پر کام جاری ہے حکومت نے اس حوالے سے اقدامات کا فیصلہ کیا ہے اور کہا ہے کہ عوام کو ہر ممکن سہولیات فراہم کی جائیں گی جبکہ متعلقہ اداروں کو ہدایت جاری کر دی گئی ہے کہ وہ اپنی ذمہ داریاں پوری کریں اور اس سلسلے میں کسی قسم کی غفلت برداشت نہیں کی جائے گی انہوں نے مزید کہا کہ صوبے میں ترقیاتی منصوبوں پر کام جاری ہے حکومت نے اس حوالے سے اقدامات کا فیصلہ کیا ہے اور کہا ہے کہ عوام کو ہر ممکن سہولیات فراہم کی جائیں گی جبکہ متعلقہ اداروں کو ہدایت جاری کر دی گئی ہے کہ وہ اپنی ذمہ داریاں پوری کریں اور اس سلسلے میں کسی قسم کی <box>735 112 915 643</box>
continuation-block-63 <box>550 1026 730 2398</box>
continuation-tag: بقیہ نمبر <box>1210 1611 1281 1637</box>
article-text: حکومت نے اس حوالے سے اقدامات کا فیصلہ کیا ہے اور کہا ہے کہ عوام کو ہر ممکن سہولیات فراہم کی جائیں گی جبکہ متعلقہ اداروں کو ہدایت جاری کر دی گئی ہے کہ وہ اپنی ذمہ داریاں پوری کریں اور اس سلسلے میں کسی قسم کی <box>1287 575 1446 696</box>
continuation-number: 52 <box>974 867 1028 893</box>
article-text: حکومت نے اس حوالے سے اقدامات کا فیصلہ کیا ہے اور کہا ہے کہ عوام کو ہر ممکن سہولیات فراہم کی جائیں گی جبکہ متعلقہ اداروں کو ہدایت جاری کر دی گئی ہے کہ وہ اپنی ذمہ داریاں پوری کریں اور اس سلسلے میں کسی قسم کی غفلت برداشت نہیں کی جائے گی انہوں نے مزید کہا کہ صوبے میں ترقیاتی منصوبوں پر کام جاری ہے حکومت نے اس حوالے سے اقدامات کا فیصلہ کیا ہے اور کہا ہے کہ عوام کو ہر ممکن سہولیات فراہم کی جائیں گی جبکہ متعلقہ اداروں کو ہدایت جاری کر دی گئی ہے کہ وہ اپنی ذمہ داریاں پوری کریں اور اس سلسلے میں کسی قسم کی <box>735 678 915 920</box>
continuation-number: 38 <box>1320 175 1374 201</box>
continuation-number: 37 <box>1320 35 1374 61</box>
masthead-paper: AKSRIYAT <box>53 5 132 22</box>
continuation-header <box>1287 174 1446 202</box>
continuation-tag: بقیہ نمبر <box>658 309 729 335</box>
article-text: حکومت نے اس حوالے سے اقدامات کا فیصلہ کیا ہے اور کہا ہے کہ عوام کو ہر ممکن سہولیات فراہم کی جائیں گی جبکہ متعلقہ اداروں کو ہدایت جاری کر دی گئی ہے کہ وہ اپنی ذمہ داریاں پوری کریں اور اس سلسلے میں کسی قسم کی غفلت برداشت نہیں کی جائے گی انہوں نے مزید کہا کہ صوبے میں ترقیاتی منصوبوں پر کام جاری ہے حکومت نے اس حوالے سے اقدامات کا فیصلہ کیا ہے اور کہا ہے کہ عوام کو ہر ممکن سہولیات فراہم کی جائیں گی جبکہ متعلقہ اداروں کو ہدایت جاری کر دی گئی ہے کہ وہ اپنی ذمہ داریاں پوری کریں اور اس سلسلے میں کسی قسم کی غفلت برداشت نہیں کی جائے گی انہوں نے مزید کہا کہ صوبے میں <box>550 33 730 305</box>
continuation-tag: بقیہ نمبر <box>473 658 544 684</box>
continuation-block-39 <box>1287 543 1446 697</box>
continuation-header <box>735 923 915 951</box>
continuation-block-49 <box>920 95 1100 294</box>
continuation-block-42 <box>1287 1207 1446 1391</box>
continuation-tag: بقیہ نمبر <box>473 738 544 764</box>
article-text: حکومت نے اس حوالے سے اقدامات کا فیصلہ کیا ہے اور کہا ہے کہ عوام کو ہر ممکن سہولیات فراہم کی جائیں گی جبکہ متعلقہ اداروں کو ہدایت جاری کر دی گئی ہے کہ وہ اپنی ذمہ داریاں پوری کریں اور اس سلسلے میں کسی قسم کی غفلت برداشت نہیں کی جائے گی انہوں نے مزید کہا کہ صوبے میں ترقیاتی منصوبوں پر کام جاری ہے حکومت نے اس حوالے سے اقدامات کا فیصلہ کیا ہے اور کہا ہے کہ عوام کو ہر ممکن سہولیات فراہم کی جائیں گی جبکہ متعلقہ اداروں کو ہدایت جاری کر دی گئی ہے کہ وہ اپنی ذمہ داریاں پوری کریں اور اس سلسلے میں کسی قسم کی غفلت برداشت نہیں کی جائے گی انہوں نے مزید کہا کہ صوبے میں ترقیاتی منصوبوں پر کام جاری ہے حکومت نے اس حوالے سے اقدامات کا فیصلہ کیا ہے اور کہا ہے کہ عوام کو ہر ممکن سہولیات فراہم کی جائیں گی جبکہ متعلقہ اداروں کو ہدایت جاری کر دی گئی ہے کہ وہ اپنی ذمہ داریاں پوری کریں اور اس سلسلے میں کسی قسم کی غفلت برداشت نہیں کی جائے گی انہوں نے مزید کہا کہ صوبے میں ترقیاتی منصوبوں پر کام جاری ہے حکومت نے اس حوالے سے اقدامات کا فیصلہ کیا ہے اور کہا ہے کہ عوام کو ہر ممکن سہولیات فراہم کی جائیں گی جبکہ متعلقہ اداروں کو ہدایت جاری کر دی گئی ہے کہ وہ اپنی ذمہ داریاں پوری کریں اور اس سلسلے میں کسی قسم کی غفلت برداشت نہیں کی جائے گی انہوں نے مزید کہا کہ صوبے میں ترقیاتی منصوبوں پر کام جاری ہے حکومت نے اس حوالے سے اقدامات کا فیصلہ کیا ہے اور کہا ہے کہ عوام کو ہر ممکن سہولیات فراہم کی جائیں گی جبکہ متعلقہ اداروں کو ہدایت جاری کر دی گئی ہے کہ وہ اپنی ذمہ داریاں پوری کریں اور اس سلسلے میں کسی قسم کی غفلت برداشت نہیں کی جائے گی انہوں نے مزید کہا کہ صوبے میں ترقیاتی منصوبوں پر کام جاری ہے حکومت نے اس حوالے سے اقدامات کا فیصلہ کیا ہے اور کہا ہے کہ عوام کو ہر ممکن سہولیات فراہم کی جائیں گی جبکہ متعلقہ اداروں کو ہدایت جاری کر دی گئی ہے کہ وہ اپنی ذمہ داریاں پوری کریں اور اس سلسلے میں کسی قسم کی غفلت برداشت نہیں کی جائے گی انہوں نے مزید کہا کہ صوبے میں ترقیاتی منصوبوں پر کام جاری ہے حکومت نے اس حوالے سے اقدامات کا فیصلہ کیا ہے اور کہا ہے کہ عوام کو ہر ممکن سہولیات فراہم کی جائیں گی جبکہ متعلقہ اداروں کو ہدایت جاری کر دی گئی ہے کہ وہ اپنی ذمہ داریاں پوری کریں اور اس سلسلے میں کسی قسم کی غفلت برداشت نہیں کی جائے گی انہوں نے مزید کہا کہ صوبے میں ترقیاتی منصوبوں پر کام جاری ہے حکومت نے اس حوالے سے اقدامات کا فیصلہ کیا ہے اور کہا ہے کہ عوام کو ہر ممکن سہولیات فراہم کی جائیں گی جبکہ متعلقہ اداروں کو ہدایت جاری کر دی گئی ہے کہ وہ اپنی ذمہ داریاں پوری کریں اور اس سلسلے میں کسی قسم کی غفلت برداشت نہیں کی جائے گی انہوں نے مزید کہا کہ صوبے میں ترقیاتی منصوبوں پر کام جاری ہے <box>185 769 545 1346</box>
continuation-header <box>1287 1393 1446 1421</box>
continuation-tag: بقیہ نمبر <box>1374 1208 1445 1234</box>
continuation-header <box>550 308 730 336</box>
